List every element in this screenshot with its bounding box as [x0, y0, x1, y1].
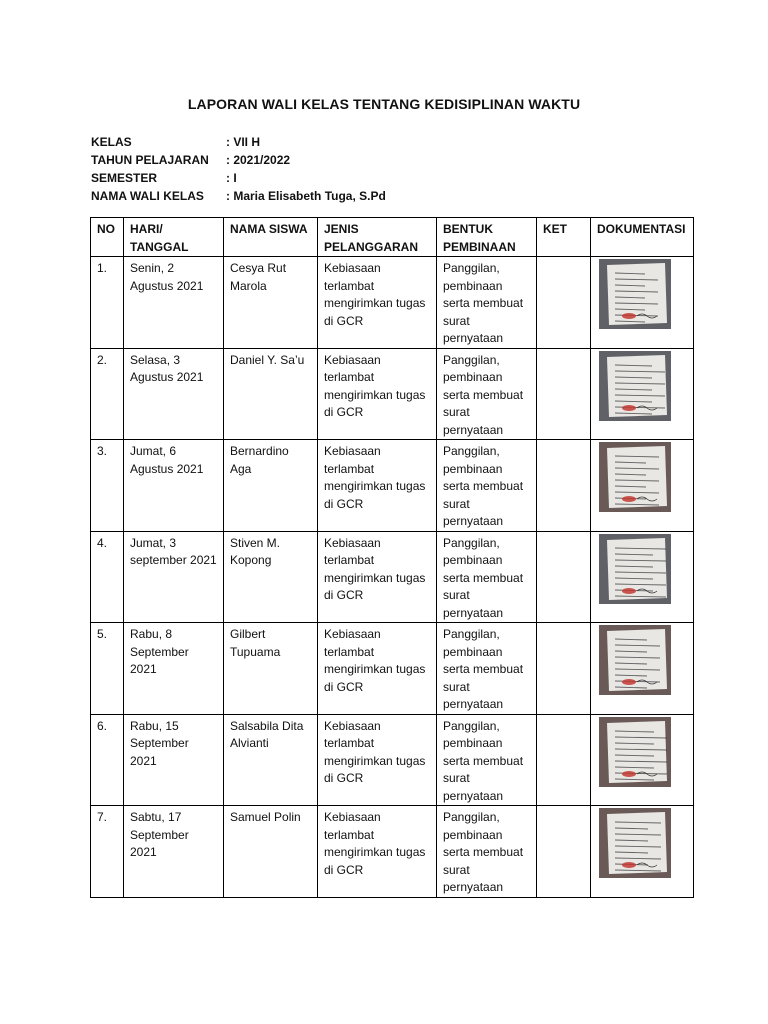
cell-jenis: Kebiasaan terlambat mengirimkan tugas di GCR: [318, 348, 437, 440]
table-row: [91, 623, 694, 715]
table-row: [91, 440, 694, 532]
cell-dokumentasi: [591, 440, 694, 532]
table-header-row: [91, 218, 694, 257]
cell-ket: [537, 348, 591, 440]
cell-bentuk: Panggilan, pembinaan serta membuat surat pernyataan: [437, 348, 537, 440]
meta-value: : Maria Elisabeth Tuga, S.Pd: [226, 189, 386, 203]
cell-no: 7.: [91, 806, 124, 898]
cell-tanggal: Senin, 2 Agustus 2021: [124, 257, 224, 349]
cell-dokumentasi: [591, 714, 694, 806]
table-row: [91, 257, 694, 349]
table-row: [91, 348, 694, 440]
header-ket: KET: [537, 218, 591, 257]
header-dokumentasi: DOKUMENTASI: [591, 218, 694, 257]
cell-bentuk: Panggilan, pembinaan serta membuat surat pernyataan: [437, 531, 537, 623]
table-row: [91, 714, 694, 806]
meta-value: : 2021/2022: [226, 153, 291, 167]
header-jenis: JENIS PELANGGARAN: [318, 218, 437, 257]
cell-ket: [537, 257, 591, 349]
meta-row-semester: [91, 169, 386, 187]
cell-no: 1.: [91, 257, 124, 349]
cell-bentuk: Panggilan, pembinaan serta membuat surat pernyataan: [437, 714, 537, 806]
cell-nama: Gilbert Tupuama: [224, 623, 318, 715]
meta-value: : I: [226, 171, 237, 185]
cell-dokumentasi: [591, 257, 694, 349]
cell-jenis: Kebiasaan terlambat mengirimkan tugas di GCR: [318, 440, 437, 532]
documentation-photo-icon: [599, 259, 671, 329]
cell-no: 4.: [91, 531, 124, 623]
cell-nama: Daniel Y. Sa’u: [224, 348, 318, 440]
cell-ket: [537, 623, 591, 715]
cell-tanggal: Jumat, 6 Agustus 2021: [124, 440, 224, 532]
meta-label: TAHUN PELAJARAN: [91, 153, 209, 167]
cell-ket: [537, 440, 591, 532]
cell-ket: [537, 806, 591, 898]
table-body: [91, 257, 694, 898]
cell-bentuk: Panggilan, pembinaan serta membuat surat pernyataan: [437, 623, 537, 715]
documentation-photo-icon: [599, 351, 671, 421]
cell-tanggal: Sabtu, 17 September 2021: [124, 806, 224, 898]
cell-dokumentasi: [591, 623, 694, 715]
cell-nama: Cesya Rut Marola: [224, 257, 318, 349]
cell-tanggal: Rabu, 8 September 2021: [124, 623, 224, 715]
cell-dokumentasi: [591, 806, 694, 898]
cell-bentuk: Panggilan, pembinaan serta membuat surat pernyataan: [437, 440, 537, 532]
cell-ket: [537, 714, 591, 806]
cell-jenis: Kebiasaan terlambat mengirimkan tugas di GCR: [318, 257, 437, 349]
header-nama: NAMA SISWA: [224, 218, 318, 257]
cell-bentuk: Panggilan, pembinaan serta membuat surat pernyataan: [437, 806, 537, 898]
cell-dokumentasi: [591, 531, 694, 623]
meta-row-wali: [91, 187, 386, 205]
cell-nama: Samuel Polin: [224, 806, 318, 898]
cell-bentuk: Panggilan, pembinaan serta membuat surat pernyataan: [437, 257, 537, 349]
cell-jenis: Kebiasaan terlambat mengirimkan tugas di GCR: [318, 714, 437, 806]
report-title: LAPORAN WALI KELAS TENTANG KEDISIPLINAN WAKTU: [187, 96, 581, 112]
meta-label: SEMESTER: [91, 171, 158, 185]
meta-label: NAMA WALI KELAS: [91, 189, 204, 203]
documentation-photo-icon: [599, 808, 671, 878]
table-row: [91, 531, 694, 623]
documentation-photo-icon: [599, 625, 671, 695]
cell-jenis: Kebiasaan terlambat mengirimkan tugas di GCR: [318, 531, 437, 623]
cell-no: 2.: [91, 348, 124, 440]
cell-tanggal: Selasa, 3 Agustus 2021: [124, 348, 224, 440]
discipline-table: [90, 217, 694, 898]
table-row: [91, 806, 694, 898]
cell-nama: Salsabila Dita Alvianti: [224, 714, 318, 806]
cell-no: 3.: [91, 440, 124, 532]
cell-dokumentasi: [591, 348, 694, 440]
header-no: NO: [91, 218, 124, 257]
header-tanggal: HARI/ TANGGAL: [124, 218, 224, 257]
documentation-photo-icon: [599, 534, 671, 604]
meta-label: KELAS: [91, 135, 132, 149]
cell-jenis: Kebiasaan terlambat mengirimkan tugas di GCR: [318, 806, 437, 898]
documentation-photo-icon: [599, 717, 671, 787]
cell-nama: Stiven M. Kopong: [224, 531, 318, 623]
report-meta: [91, 133, 386, 205]
cell-ket: [537, 531, 591, 623]
meta-row-tahun: [91, 151, 386, 169]
cell-nama: Bernardino Aga: [224, 440, 318, 532]
cell-jenis: Kebiasaan terlambat mengirimkan tugas di GCR: [318, 623, 437, 715]
cell-tanggal: Rabu, 15 September 2021: [124, 714, 224, 806]
header-bentuk: BENTUK PEMBINAAN: [437, 218, 537, 257]
documentation-photo-icon: [599, 442, 671, 512]
cell-no: 5.: [91, 623, 124, 715]
meta-value: : VII H: [226, 135, 261, 149]
meta-row-kelas: [91, 133, 386, 151]
cell-no: 6.: [91, 714, 124, 806]
cell-tanggal: Jumat, 3 september 2021: [124, 531, 224, 623]
